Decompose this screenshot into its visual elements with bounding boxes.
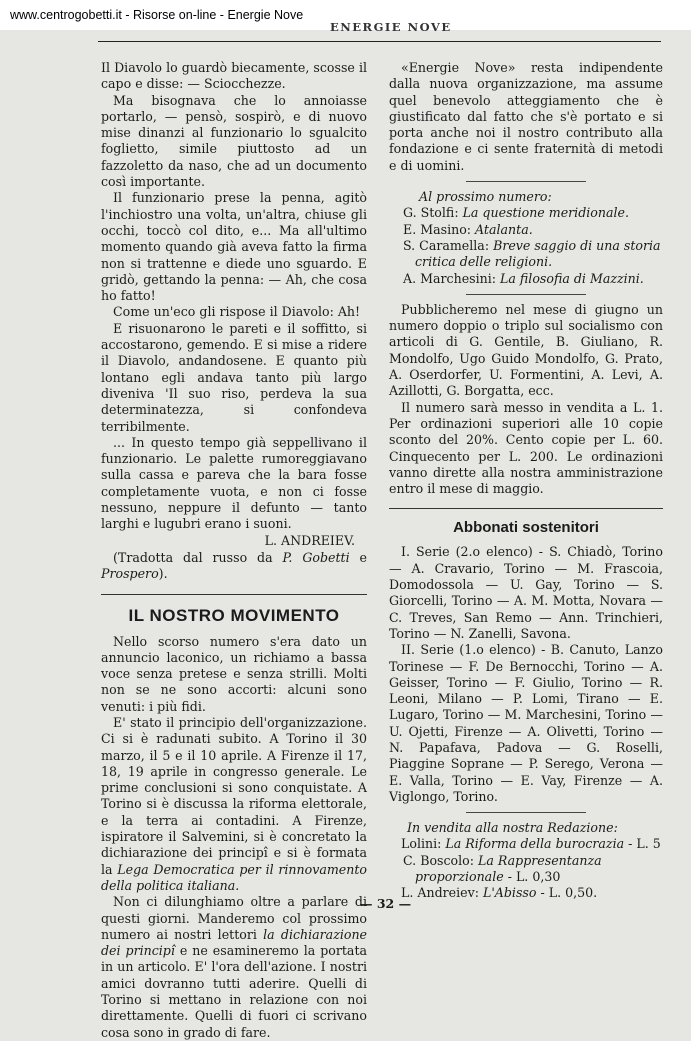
story-paragraph: Il funzionario prese la penna, agitò l'inchiostro una volta, un'altra, chiuse gli occhi, toccò col dito, e... Ma all'ultimo momento quando già aveva fatto la firma non si trattenne e diede uno sguardo. E gridò, gettando la penna: — Ah, che cosa ho fatto!: [101, 190, 367, 304]
prossimo-item: A. Marchesini: La filosofia di Mazzini.: [403, 270, 644, 286]
abbonati-heading: Abbonati sostenitori: [453, 519, 599, 537]
movimento-paragraph: Nello scorso numero s'era dato un annuncio laconico, un richiamo a bassa voce senza pretese e senza strilli. Molti non se ne sono accorti: alcuni sono venuti: i più fidi.: [101, 633, 367, 714]
section-rule: [389, 508, 663, 509]
movimento-heading: IL NOSTRO MOVIMENTO: [128, 605, 340, 625]
vendita-item: L. Andreiev: L'Abisso - L. 0,50.: [401, 885, 598, 901]
prossimo-item: S. Caramella: Breve saggio di una storia critica delle religioni.: [403, 237, 661, 270]
story-paragraph: Ma bisognava che lo annoiasse portarlo, — pensò, sospirò, e di nuovo mise dinanzi al funzionario lo sgualcito foglietto, simile piuttosto ad un fazzoletto da naso, che ad un documento così importante.: [101, 92, 367, 190]
header-rule: [98, 41, 661, 42]
movimento-paragraph: E' stato il principio dell'organizzazione. Ci si è radunati subito. A Torino il 30 marzo, il 5 e il 10 aprile. A Firenze il 17, 18, 19 aprile in congresso generale. Le prime conclusioni si sono conquistate. A Torino si è discussa la riforma elettorale, e la terra ai contadini. A Firenze, ispiratore il Salvemini, si è concretato la dichiarazione dei principî e si è formata la Lega Democratica per il rinnovamento della politica italiana.: [101, 714, 367, 893]
vendita-item: Lolini: La Riforma della burocrazia - L. 5: [401, 836, 661, 852]
story-paragraph: ... In questo tempo già seppellivano il funzionario. Le palette rumoreggiavano sulla cassa e pareva che la bara fosse completamente vuota, e non ci fosse nessuno, neppure il defunto — tanto larghi e lugubri erano i suoni.: [101, 434, 367, 532]
site-banner: www.centrogobetti.it - Risorse on-line - Energie Nove: [10, 8, 304, 22]
page-number: — 32 —: [360, 896, 412, 911]
story-paragraph: E risuonarono le pareti e il soffitto, si accostarono, gemendo. E si mise a ridere il Diavolo, andandosene. E quanto più lontano egli andava tanto più largo diveniva 'Il suo riso, perdeva la sua determinatezza, si confondeva terribilmente.: [101, 320, 367, 434]
story-continuation: [101, 60, 367, 583]
left-column: [101, 60, 367, 1041]
divider: [466, 294, 586, 295]
right-column: [389, 60, 663, 902]
divider: [466, 181, 586, 182]
translation-note: (Tradotta dal russo da P. Gobetti e Prospero).: [101, 549, 368, 582]
prossimo-heading: Al prossimo numero:: [419, 189, 552, 205]
movimento-paragraph: Non ci dilunghiamo oltre a parlare di questi giorni. Manderemo col prossimo numero ai nostri lettori la dichiarazione dei principî e ne esamineremo la portata in un articolo. E' l'ora dell'azione. I nostri amici dovranno tutti aderire. Quelli di Torino si mettano in relazione con noi direttamente. Quelli di fuori ci scrivano cosa sono in grado di fare.: [101, 894, 368, 1040]
vendita-item: C. Boscolo: La Rappresentanza proporzionale - L. 0,30: [403, 852, 602, 885]
section-rule: [101, 594, 367, 595]
annuncio-paragraph: Il numero sarà messo in vendita a L. 1. Per ordinazioni superiori alle 10 copie sconto del 20%. Cento copie per L. 60. Cinquecento per L. 200. Le ordinazioni vanno dirette alla nostra amministrazione entro il mese di maggio.: [389, 399, 663, 497]
movimento-paragraph: «Energie Nove» resta indipendente dalla nuova organizzazione, ma assume quel benevolo atteggiamento che è giustificato dal fatto che s'è portato e si porta anche noi il nostro contributo alla fondazione e ci sente fraternità di metodi e di uomini.: [389, 60, 663, 173]
abbonati-serie: II. Serie (1.o elenco) - B. Canuto, Lanzo Torinese — F. De Bernocchi, Torino — A. Geisser, Torino — F. Giulio, Torino — R. Leoni, Milano — P. Lomi, Tirano — E. Lugaro, Torino — M. Marchesini, Torino — U. Ojetti, Firenze — A. Olivetti, Torino — N. Papafava, Padova — G. Roselli, Piaggine Soprane — P. Serego, Verona — E. Valla, Torino — E. Vay, Firenze — A. Viglongo, Torino.: [389, 642, 663, 804]
prossimo-item: E. Masino: Atalanta.: [403, 221, 533, 237]
abbonati-serie: I. Serie (2.o elenco) - S. Chiadò, Torino — A. Cravario, Torino — M. Frascoia, Domodossola — U. Gay, Torino — S. Giorcelli, Torino — A. M. Motta, Novara — C. Treves, San Remo — Ann. Trinchieri, Torino — N. Zanelli, Savona.: [389, 544, 663, 641]
running-head: ENERGIE NOVE: [330, 20, 452, 34]
prossimo-item: G. Stolfi: La questione meridionale.: [403, 205, 629, 221]
story-paragraph: Come un'eco gli rispose il Diavolo: Ah!: [113, 304, 361, 320]
divider: [466, 812, 586, 813]
annuncio-paragraph: Pubblicheremo nel mese di giugno un numero doppio o triplo sul socialismo con articoli di G. Gentile, B. Giuliano, R. Mondolfo, Ugo Guido Mondolfo, G. Prato, A. Oserdorfer, U. Formentini, A. Levi, A. Azillotti, G. Borgatta, ecc.: [389, 301, 663, 399]
story-author: L. ANDREIEV.: [264, 532, 355, 548]
story-paragraph: Il Diavolo lo guardò biecamente, scosse il capo e disse: — Sciocchezze.: [101, 60, 367, 92]
vendita-heading: In vendita alla nostra Redazione:: [407, 820, 618, 836]
